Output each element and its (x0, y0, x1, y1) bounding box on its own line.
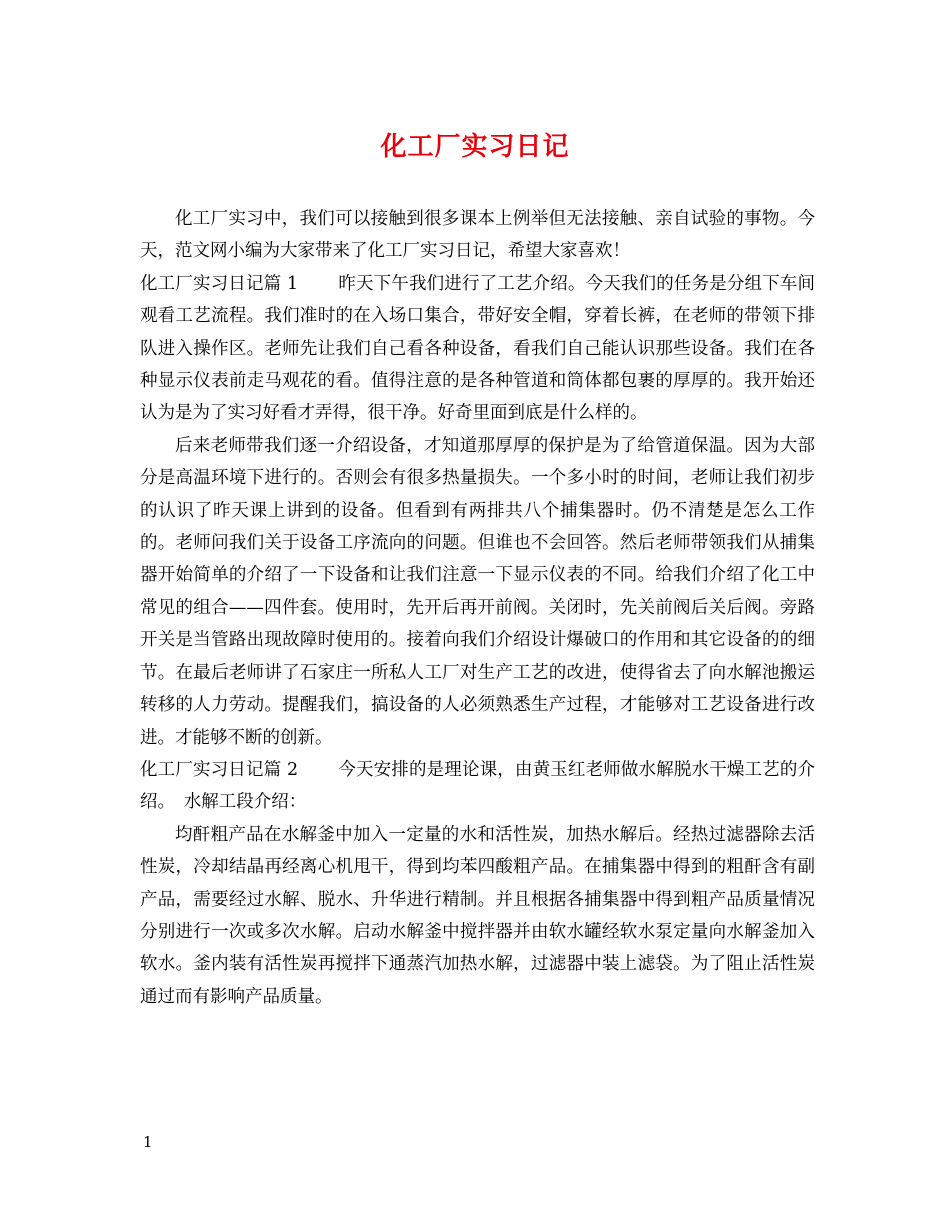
entry-2-heading: 化工厂实习日记篇 2 (140, 759, 299, 780)
entry-1-text: 昨天下午我们进行了工艺介绍。今天我们的任务是分组下车间观看工艺流程。我们准时的在入场口集合，带好安全帽，穿着长裤，在老师的带领下排队进入操作区。老师先让我们自己看各种设备，看我们自己能认识那些设备。我们在各种显示仪表前走马观花的看。值得注意的是各种管道和筒体都包裹的厚厚的。我开始还认为是为了实习好看才弄得，很干净。好奇里面到底是什么样的。 (140, 273, 816, 424)
entry-2-first-paragraph (140, 754, 815, 819)
entry-1-first-paragraph (140, 268, 815, 430)
page-number: 1 (143, 1133, 153, 1151)
document-body (140, 203, 815, 1013)
entry-2-text: 今天安排的是理论课，由黄玉红老师做水解脱水干燥工艺的介绍。 水解工段介绍： (140, 759, 816, 813)
entry-1-second-paragraph: 后来老师带我们逐一介绍设备，才知道那厚厚的保护是为了给管道保温。因为大部分是高温环境下进行的。否则会有很多热量损失。一个多小时的时间，老师让我们初步的认识了昨天课上讲到的设备。但看到有两排共八个捕集器时。仍不清楚是怎么工作的。老师问我们关于设备工序流向的问题。但谁也不会回答。然后老师带领我们从捕集器开始简单的介绍了一下设备和让我们注意一下显示仪表的不同。给我们介绍了化工中常见的组合——四件套。使用时，先开后再开前阀。关闭时，先关前阀后关后阀。旁路开关是当管路出现故障时使用的。接着向我们介绍设计爆破口的作用和其它设备的的细节。在最后老师讲了石家庄一所私人工厂对生产工艺的改进，使得省去了向水解池搬运转移的人力劳动。提醒我们，搞设备的人必须熟悉生产过程，才能够对工艺设备进行改进。才能够不断的创新。 (140, 435, 815, 748)
entry-2-second-paragraph: 均酐粗产品在水解釜中加入一定量的水和活性炭，加热水解后。经热过滤器除去活性炭，冷却结晶再经离心机甩干，得到均苯四酸粗产品。在捕集器中得到的粗酐含有副产品，需要经过水解、脱水、升华进行精制。并且根据各捕集器中得到粗产品质量情况分别进行一次或多次水解。启动水解釜中搅拌器并由软水罐经软水泵定量向水解釜加入软水。釜内装有活性炭再搅拌下通蒸汽加热水解，过滤器中装上滤袋。为了阻止活性炭通过而有影响产品质量。 (140, 824, 815, 1007)
entry-1-heading: 化工厂实习日记篇 1 (140, 273, 299, 294)
intro-paragraph: 化工厂实习中，我们可以接触到很多课本上例举但无法接触、亲自试验的事物。今天，范文网小编为大家带来了化工厂实习日记，希望大家喜欢！ (140, 209, 815, 262)
document-title: 化工厂实习日记 (380, 132, 570, 162)
